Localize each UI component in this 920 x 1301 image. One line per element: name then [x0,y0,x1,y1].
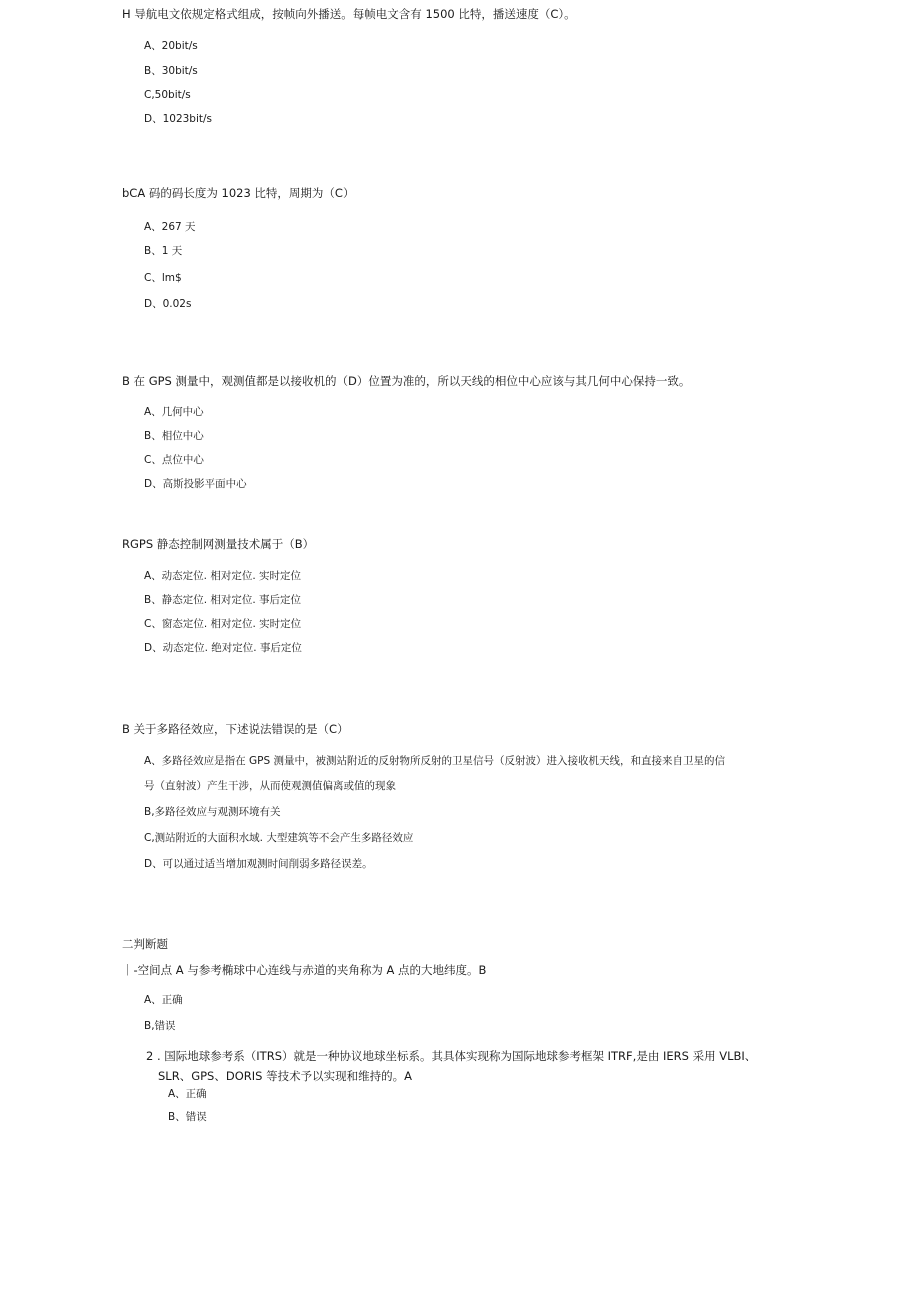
question-5-option-c: C,测站附近的大面积水域. 大型建筑等不会产生多路径效应 [144,832,414,844]
question-2-stem: bCA 码的码长度为 1023 比特，周期为（C） [122,186,355,200]
question-4-option-b: B、静态定位. 相对定位. 事后定位 [144,594,302,606]
question-1-option-b: B、30bit/s [144,65,198,77]
judge-1-option-b: B,错误 [144,1020,176,1032]
question-2-option-c: C、lm$ [144,272,182,284]
question-3-option-d: D、高斯投影平面中心 [144,478,247,490]
question-3-option-c: C、点位中心 [144,454,204,466]
question-5-option-a: A、多路径效应是指在 GPS 测量中，被测站附近的反射物所反射的卫星信号（反射波）进入接收机天线，和直接来自卫星的信 [144,755,725,767]
question-3-option-b: B、相位中心 [144,430,204,442]
question-5-stem: B 关于多路径效应，下述说法错误的是（C） [122,722,349,736]
question-2-option-a: A、267 天 [144,221,196,233]
question-4-option-d: D、动态定位. 绝对定位. 事后定位 [144,642,302,654]
question-1-stem: H 导航电文依规定格式组成，按帧向外播送。每帧电文含有 1500 比特，播送速度（C）。 [122,7,576,21]
question-4-option-a: A、动态定位. 相对定位. 实时定位 [144,570,302,582]
judge-2-option-b: B、错误 [168,1111,207,1123]
question-4-option-c: C、窗态定位. 相对定位. 实时定位 [144,618,302,630]
question-5-option-b: B,多路径效应与观测环境有关 [144,806,281,818]
question-4-stem: RGPS 静态控制网测量技术属于（B） [122,537,315,551]
question-1-option-d: D、1023bit/s [144,113,213,125]
judge-1-stem: ｜-空间点 A 与参考椭球中心连线与赤道的夹角称为 A 点的大地纬度。B [122,963,487,977]
question-5-option-a-continued: 号（直射波）产生干涉，从而使观测值偏离或值的现象 [144,780,396,792]
judge-2-stem-line2: SLR、GPS、DORIS 等技术予以实现和维持的。A [158,1069,412,1083]
question-5-option-d: D、可以通过适当增加观测时间削弱多路径误差。 [144,858,373,870]
question-2-option-d: D、0.02s [144,298,192,310]
question-3-stem: B 在 GPS 测量中，观测值都是以接收机的（D）位置为准的，所以天线的相位中心应该与其几何中心保持一致。 [122,374,691,388]
question-1-option-a: A、20bit/s [144,40,198,52]
question-2-option-b: B、1 天 [144,245,183,257]
question-1-option-c: C,50bit/s [144,89,191,101]
section-2-title: 二判断题 [122,937,168,951]
judge-1-option-a: A、正确 [144,994,183,1006]
question-3-option-a: A、几何中心 [144,406,204,418]
judge-2-stem-line1: 2 . 国际地球参考系（ITRS）就是一种协议地球坐标系。其具体实现称为国际地球参考框架 ITRF,是由 IERS 采用 VLBI、 [146,1049,757,1063]
judge-2-option-a: A、正确 [168,1088,207,1100]
